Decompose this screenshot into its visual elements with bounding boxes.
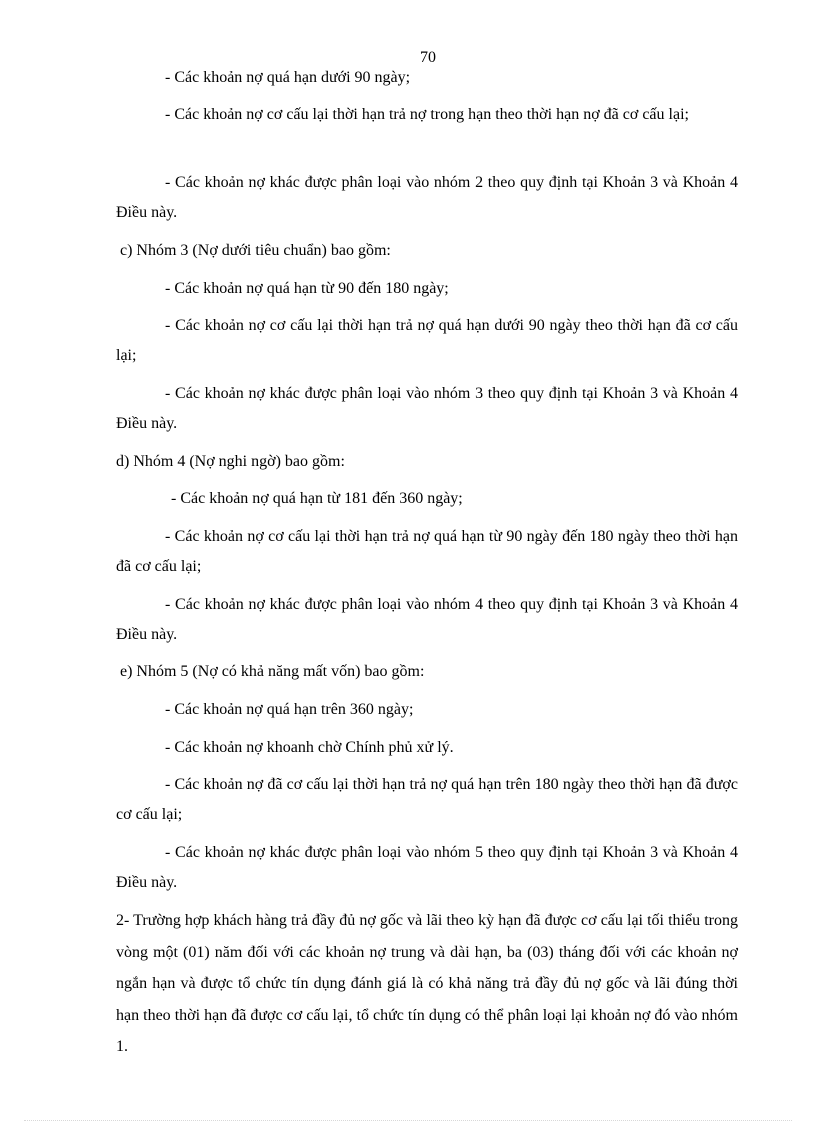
paragraph-group4-overdue: - Các khoản nợ quá hạn từ 181 đến 360 ngày; (171, 490, 463, 507)
paragraph-group3-other: - Các khoản nợ khác được phân loại vào nhóm 3 theo quy định tại Khoản 3 và Khoản 4 Điều này. (116, 385, 738, 432)
paragraph-group5-overdue: - Các khoản nợ quá hạn trên 360 ngày; (165, 701, 414, 718)
heading-group3: c) Nhóm 3 (Nợ dưới tiêu chuẩn) bao gồm: (120, 242, 391, 259)
page-bottom-divider (24, 1120, 792, 1121)
paragraph-group5-frozen: - Các khoản nợ khoanh chờ Chính phủ xử lý. (165, 739, 454, 756)
heading-group4: d) Nhóm 4 (Nợ nghi ngờ) bao gồm: (116, 453, 345, 470)
heading-group5: e) Nhóm 5 (Nợ có khả năng mất vốn) bao gồm: (120, 663, 425, 680)
paragraph-group5-restructured: - Các khoản nợ đã cơ cấu lại thời hạn trả nợ quá hạn trên 180 ngày theo thời hạn đã được cơ cấu lại; (116, 776, 738, 823)
paragraph-group2-other: - Các khoản nợ khác được phân loại vào nhóm 2 theo quy định tại Khoản 3 và Khoản 4 Điều này. (116, 174, 738, 221)
page-number: 70 (420, 49, 436, 66)
paragraph-group3-overdue: - Các khoản nợ quá hạn từ 90 đến 180 ngày; (165, 280, 449, 297)
paragraph-group2-restructured: - Các khoản nợ cơ cấu lại thời hạn trả nợ trong hạn theo thời hạn nợ đã cơ cấu lại; (165, 106, 689, 123)
paragraph-group4-other: - Các khoản nợ khác được phân loại vào nhóm 4 theo quy định tại Khoản 3 và Khoản 4 Điều này. (116, 596, 738, 643)
paragraph-clause-2: 2- Trường hợp khách hàng trả đầy đủ nợ gốc và lãi theo kỳ hạn đã được cơ cấu lại tối thiểu trong vòng một (01) năm đối với các khoản nợ trung và dài hạn, ba (03) tháng đối với các khoản nợ ngắn hạn và được tổ chức tín dụng đánh giá là có khả năng trả đầy đủ nợ gốc và lãi đúng thời hạn theo thời hạn đã được cơ cấu lại, tổ chức tín dụng có thể phân loại lại khoản nợ đó vào nhóm 1. (116, 912, 738, 1055)
paragraph-group3-restructured: - Các khoản nợ cơ cấu lại thời hạn trả nợ quá hạn dưới 90 ngày theo thời hạn đã cơ cấu lại; (116, 317, 738, 364)
paragraph-group5-other: - Các khoản nợ khác được phân loại vào nhóm 5 theo quy định tại Khoản 3 và Khoản 4 Điều này. (116, 844, 738, 891)
paragraph-group2-overdue: - Các khoản nợ quá hạn dưới 90 ngày; (165, 69, 411, 86)
paragraph-group4-restructured: - Các khoản nợ cơ cấu lại thời hạn trả nợ quá hạn từ 90 ngày đến 180 ngày theo thời hạn đã cơ cấu lại; (116, 528, 738, 575)
